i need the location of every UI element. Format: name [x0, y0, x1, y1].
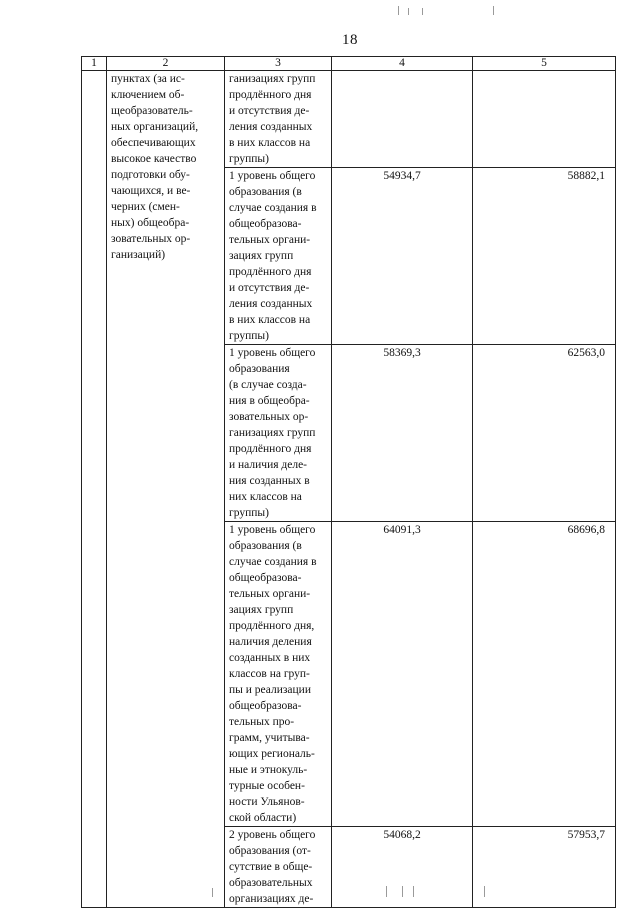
page-number: 18: [342, 32, 358, 48]
table-row: [82, 71, 616, 168]
col2-cell: пунктах (за ис- ключением об- щеобразователь- ных организаций, обеспечивающих высокое качество подготовки обу- чающихся, и ве- черних (смен- ных) общеобра- зовательных ор- ганизаций): [107, 71, 225, 908]
col1-cell: [82, 71, 107, 908]
col4-cell: 54068,2: [332, 827, 473, 908]
col5-cell: 62563,0: [473, 345, 616, 522]
table-header-row: [82, 57, 616, 71]
col4-cell: 58369,3: [332, 345, 473, 522]
header-cell: 5: [473, 57, 616, 71]
col4-cell: 54934,7: [332, 168, 473, 345]
col3-cell: ганизациях групп продлённого дня и отсутствия де- ления созданных в них классов на группы): [225, 71, 332, 168]
scan-artifact: [422, 8, 423, 15]
data-table: [81, 56, 616, 908]
scan-artifact: [493, 6, 494, 15]
header-cell: 4: [332, 57, 473, 71]
col3-cell: 1 уровень общего образования (в случае создания в общеобразова- тельных органи- зациях групп продлённого дня, наличия деления созданных в них классов на груп- пы и реализации общеобразова- тельных про- грамм, учитыва- ющих региональ- ные и этнокуль- турные особен- ности Ульянов- ской области): [225, 522, 332, 827]
col4-cell: [332, 71, 473, 168]
col5-cell: 58882,1: [473, 168, 616, 345]
scan-artifact: [398, 6, 399, 15]
col5-cell: [473, 71, 616, 168]
header-cell: 1: [82, 57, 107, 71]
col4-cell: 64091,3: [332, 522, 473, 827]
col3-cell: 1 уровень общего образования (в случае созда- ния в общеобра- зовательных ор- ганизациях групп продлённого дня и наличия деле- ния созданных в них классов на группы): [225, 345, 332, 522]
col5-cell: 57953,7: [473, 827, 616, 908]
col3-cell: 2 уровень общего образования (от- сутствие в обще- образовательных организациях де-: [225, 827, 332, 908]
header-cell: 3: [225, 57, 332, 71]
scan-artifact: [408, 8, 409, 15]
header-cell: 2: [107, 57, 225, 71]
col3-cell: 1 уровень общего образования (в случае создания в общеобразова- тельных органи- зациях групп продлённого дня и отсутствия де- ления созданных в них классов на группы): [225, 168, 332, 345]
col5-cell: 68696,8: [473, 522, 616, 827]
